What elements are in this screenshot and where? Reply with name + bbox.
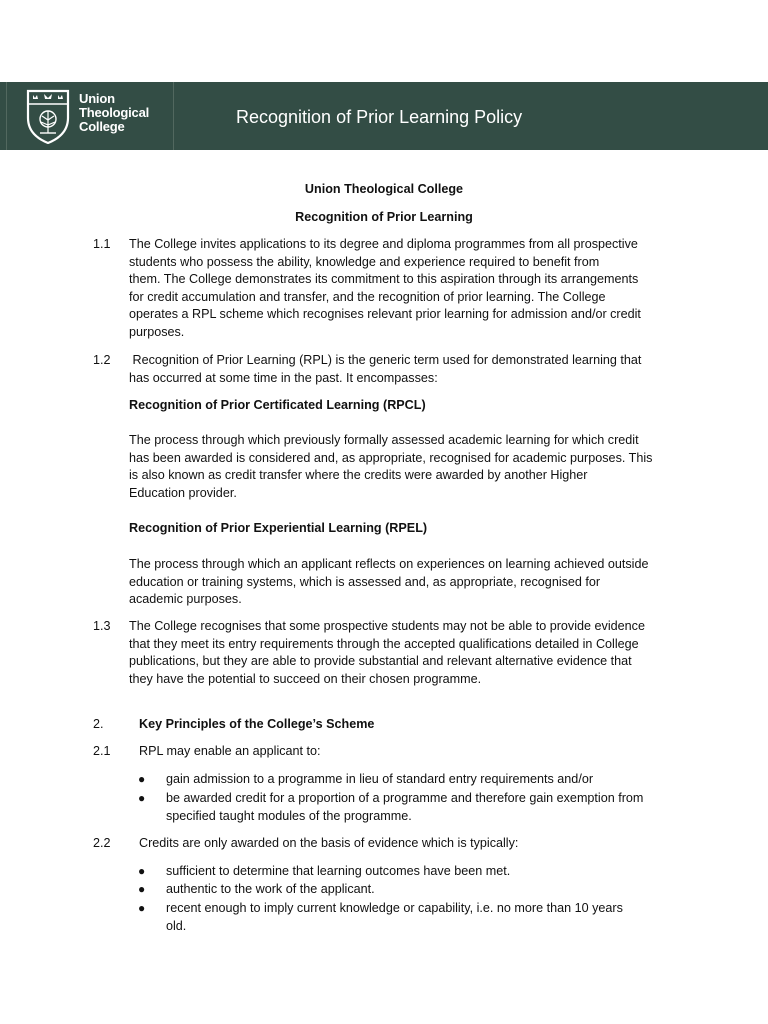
paragraph-line: has occurred at some time in the past. It encompasses: <box>129 370 438 385</box>
logo-line-3: College <box>79 119 125 134</box>
list-item-line: specified taught modules of the programme. <box>166 808 412 823</box>
header-banner <box>0 82 768 150</box>
section-1-2-paragraph <box>129 352 674 387</box>
paragraph-line: operates a RPL scheme which recognises relevant prior learning for admission and/or credit <box>129 307 641 322</box>
paragraph-line: them. The College demonstrates its commitment to this aspiration through its arrangements <box>129 272 639 287</box>
paragraph-line: has been awarded is considered and, as appropriate, recognised for academic purposes. This <box>129 450 653 465</box>
list-item-line: be awarded credit for a proportion of a programme and therefore gain exemption from <box>166 791 644 805</box>
paragraph-line: The process through which an applicant reflects on experiences on learning achieved outside <box>129 557 649 571</box>
paragraph-line: they have the potential to succeed on their chosen programme. <box>129 671 482 686</box>
document-title: Union Theological College <box>304 182 464 196</box>
bullet-icon: ● <box>138 864 146 878</box>
banner-title: Recognition of Prior Learning Policy <box>236 107 523 127</box>
rpcl-heading: Recognition of Prior Certificated Learning (RPCL) <box>129 398 426 412</box>
bullet-icon: ● <box>138 772 146 786</box>
paragraph-line: purposes. <box>129 324 185 339</box>
paragraph-line: The College invites applications to its degree and diploma programmes from all prospective <box>129 237 638 251</box>
section-1-1-paragraph <box>129 236 674 342</box>
section-2-heading: Key Principles of the College’s Scheme <box>139 717 375 731</box>
section-number-1-2: 1.2 <box>93 353 111 367</box>
section-2-1-text: RPL may enable an applicant to: <box>139 744 321 758</box>
paragraph-line: is also known as credit transfer where the credits were awarded by another Higher <box>129 468 588 483</box>
rpcl-paragraph <box>129 432 674 502</box>
document-subtitle: Recognition of Prior Learning <box>295 210 473 224</box>
list-item-line: recent enough to imply current knowledge or capability, i.e. no more than 10 years <box>166 901 623 915</box>
list-item <box>166 790 643 825</box>
bullet-icon: ● <box>138 901 146 915</box>
list-item <box>166 881 375 899</box>
section-number-2-2: 2.2 <box>93 836 111 850</box>
bullet-icon: ● <box>138 791 146 805</box>
college-logo <box>6 82 174 150</box>
list-item <box>166 863 510 881</box>
paragraph-line: for credit accumulation and transfer, and the recognition of prior learning. The College <box>129 289 606 304</box>
section-number-1-1: 1.1 <box>93 237 111 251</box>
paragraph-line: The process through which previously formally assessed academic learning for which credit <box>129 433 639 447</box>
logo-line-2: Theological <box>79 105 150 120</box>
paragraph-line: Recognition of Prior Learning (RPL) is the generic term used for demonstrated learning that <box>129 353 642 367</box>
list-item-line: old. <box>166 918 187 933</box>
list-item-line: authentic to the work of the applicant. <box>166 882 375 896</box>
section-1-3-paragraph <box>129 618 674 688</box>
bullet-icon: ● <box>138 882 146 896</box>
section-number-2: 2. <box>93 717 104 731</box>
rpel-paragraph <box>129 556 674 609</box>
paragraph-line: that they meet its entry requirements through the accepted qualifications detailed in College <box>129 636 639 651</box>
rpel-heading: Recognition of Prior Experiential Learning (RPEL) <box>129 521 428 535</box>
section-number-2-1: 2.1 <box>93 744 111 758</box>
list-item <box>166 771 593 789</box>
paragraph-line: education or training systems, which is assessed and, as appropriate, recognised for <box>129 574 601 589</box>
college-crest-icon <box>25 88 71 144</box>
logo-line-1: Union <box>79 91 115 106</box>
list-item-line: gain admission to a programme in lieu of standard entry requirements and/or <box>166 772 594 786</box>
logo-wordmark <box>79 92 149 134</box>
paragraph-line: The College recognises that some prospective students may not be able to provide evidence <box>129 619 645 633</box>
paragraph-line: Education provider. <box>129 485 237 500</box>
list-item <box>166 900 623 935</box>
list-item-line: sufficient to determine that learning outcomes have been met. <box>166 864 511 878</box>
paragraph-line: students who possess the ability, knowledge and experience required to benefit from <box>129 254 600 269</box>
paragraph-line: publications, but they are able to provide substantial and relevant alternative evidence that <box>129 654 632 669</box>
section-number-1-3: 1.3 <box>93 619 111 633</box>
paragraph-line: academic purposes. <box>129 592 242 607</box>
section-2-2-text: Credits are only awarded on the basis of evidence which is typically: <box>139 836 519 850</box>
